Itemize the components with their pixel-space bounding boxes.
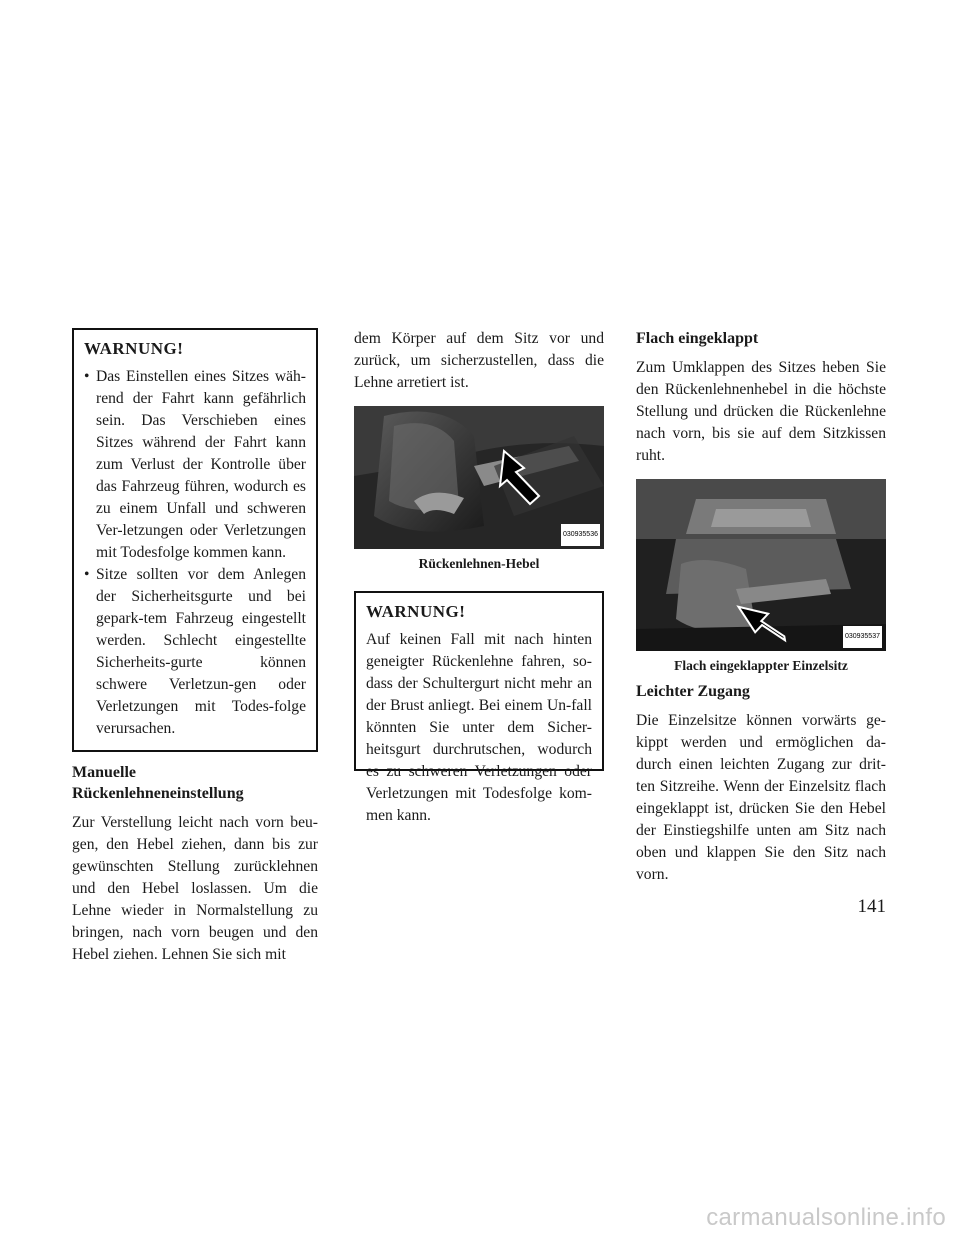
section-heading-easy-entry: Leichter Zugang <box>636 683 750 700</box>
section-heading-flat-fold: Flach eingeklappt <box>636 330 759 347</box>
heading-line: Rückenlehneneinstellung <box>72 785 244 802</box>
column-2 <box>354 328 604 824</box>
image-code: 030935536 <box>561 524 600 546</box>
warning-box-1 <box>72 328 318 752</box>
image-caption: Flach eingeklappter Einzelsitz <box>674 658 848 673</box>
warning-item: • Sitze sollten vor dem Anlegen der Sicherheitsgurte und bei gepark-tem Fahrzeug eingestellt werden. Schlecht eingestellte Sicherheits-gurte können schwere Verletzun-gen oder Verletzungen mit Todes-folge verursachen. <box>84 564 306 740</box>
warning-title: WARNUNG! <box>366 602 466 621</box>
body-paragraph: Die Einzelsitze können vorwärts ge-kippt werden und ermöglichen da-durch einen leichten Zugang zur drit-ten Sitzreihe. Wenn der Einzelsitz flach eingeklappt ist, drücken Sie den Hebel der Einstiegshilfe unten am Sitz nach oben und klappen Sie den Sitz nach vorn. <box>636 712 886 883</box>
warning-text: Auf keinen Fall mit nach hinten geneigter Rückenlehne fahren, so-dass der Schultergurt nicht mehr an der Brust anliegt. Bei einem Un-fall könnten Sie unter dem Sicher-heitsgurt durchrutschen, wodurch es zu schweren Verletzungen oder Verletzungen mit Todesfolge kom-men kann. <box>366 631 592 824</box>
heading-line: Manuelle <box>72 764 136 781</box>
warning-list <box>84 366 306 740</box>
folded-seat-photo <box>636 479 886 651</box>
body-paragraph: Zum Umklappen des Sitzes heben Sie den Rückenlehnenhebel in die höchste Stellung und drücken die Rückenlehne nach vorn, bis sie auf dem Sitzkissen ruht. <box>636 359 886 464</box>
body-paragraph: dem Körper auf dem Sitz vor und zurück, um sicherzustellen, dass die Lehne arretiert ist. <box>354 330 604 391</box>
page-number: 141 <box>857 896 886 917</box>
warning-box-2 <box>354 591 604 824</box>
column-3 <box>636 328 886 898</box>
column-1 <box>72 328 318 978</box>
watermark: carmanualsonline.info <box>706 1204 946 1231</box>
image-caption: Rückenlehnen-Hebel <box>418 556 540 571</box>
seat-lever-photo <box>354 406 604 549</box>
warning-item: • Das Einstellen eines Sitzes wäh-rend der Fahrt kann gefährlich sein. Das Verschieben eines Sitzes während der Fahrt kann zum Verlust der Kontrolle über das Fahrzeug führen, wodurch es zu einem Unfall und schweren Ver-letzungen oder Verletzungen mit Todesfolge kommen kann. <box>84 366 306 564</box>
warning-title: WARNUNG! <box>84 339 184 358</box>
body-paragraph: Zur Verstellung leicht nach vorn beu-gen, den Hebel ziehen, dann bis zur gewünschten Stellung zurücklehnen und den Hebel loslassen. Um die Lehne wieder in Normalstellung zu bringen, nach vorn beugen und den Hebel ziehen. Lehnen Sie sich mit <box>72 814 318 963</box>
image-code: 030935537 <box>843 626 882 648</box>
section-heading-manual-recline <box>72 762 318 804</box>
